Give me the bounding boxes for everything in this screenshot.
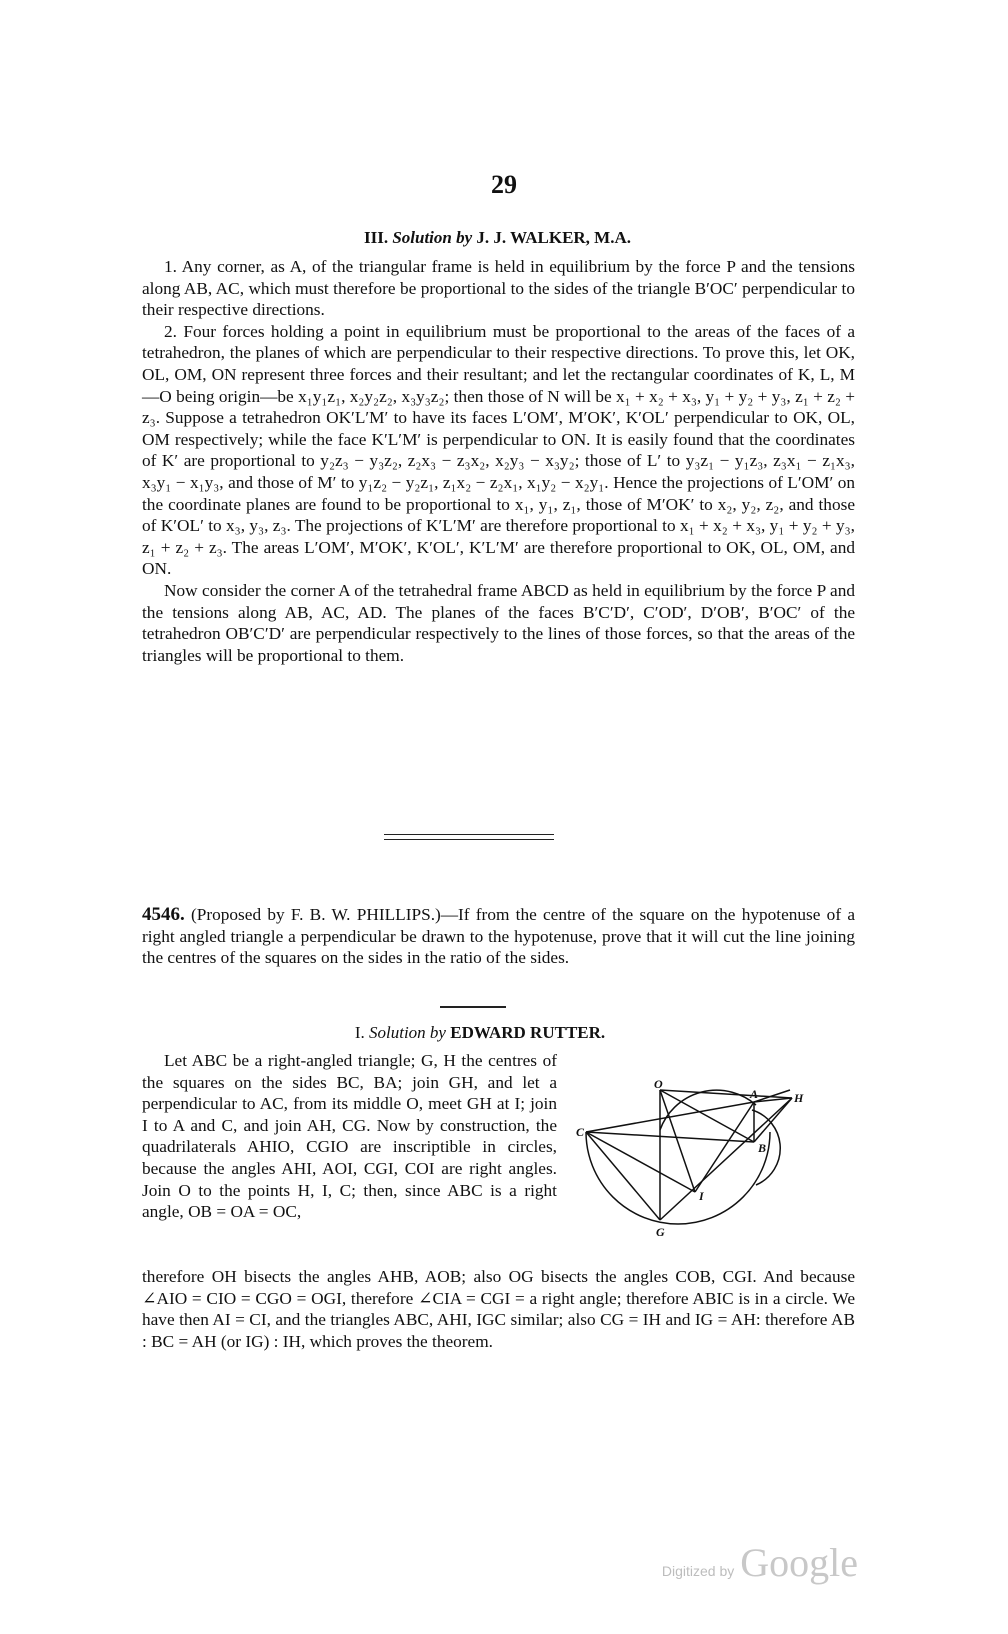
- short-divider: [440, 1006, 506, 1008]
- label-C: C: [576, 1125, 585, 1139]
- heading-author: J. J. WALKER, M.A.: [476, 228, 632, 247]
- paragraph: therefore OH bisects the angles AHB, AOB; also OG bisects the angles COB, CGI. And because ∠AIO = CIO = CGO = OGI, therefore ∠CIA = CGI = a right angle; therefore ABIC is in a circle. We have then AI = CI, and the triangles ABC, AHI, IGC similar; also CG = IH and IG = AH: therefore AB : BC = AH (or IG) : IH, which proves the theorem.: [142, 1267, 855, 1351]
- google-logo: Google: [740, 1540, 858, 1585]
- problem-number: 4546.: [142, 904, 185, 925]
- line-AI: [695, 1102, 754, 1192]
- label-O: O: [654, 1077, 663, 1091]
- watermark-prefix: Digitized by: [661, 1563, 735, 1579]
- problem-4546: [142, 904, 855, 969]
- google-watermark: [662, 1539, 858, 1586]
- walker-solution-body: [142, 256, 855, 666]
- heading-solution-label: Solution by: [392, 228, 473, 247]
- paragraph: 1. Any corner, as A, of the triangular frame is held in equilibrium by the force P and the tensions along AB, AC, which must therefore be proportional to the sides of the triangle B′OC′ perpendicular to their respective directions.: [142, 257, 855, 320]
- page-number: 29: [491, 170, 517, 199]
- line-GH: [660, 1098, 792, 1220]
- heading-prefix: III.: [363, 228, 389, 247]
- section-divider-bottom: [384, 839, 554, 840]
- section-heading-rutter: [320, 1023, 640, 1043]
- paragraph: Let ABC be a right-angled triangle; G, H the centres of the squares on the sides BC, BA; join GH, and let a perpendicular to AC, from its middle O, meet GH at I; join I to A and C, and join AH, CG. Now by construction, the quadrilaterals AHIO, CGIO are inscriptible in circles, because the angles AHI, AOI, CGI, COI are right angles. Join O to the points H, I, C; then, since ABC is a right angle, OB = OA = OC,: [142, 1051, 557, 1222]
- line-CI: [586, 1132, 695, 1192]
- section-divider-top: [384, 834, 554, 835]
- lower-arc: [586, 1132, 770, 1224]
- paragraph: Now consider the corner A of the tetrahedral frame ABCD as held in equilibrium by the force P and the tensions along AB, AC, AD. The planes of the faces B′C′D′, C′OD′, D′OB′, B′OC′ of the tetrahedron OB′C′D′ are perpendicular respectively to the lines of those forces, so that the areas of the triangles will be proportional to them.: [142, 580, 855, 665]
- heading-author: EDWARD RUTTER.: [450, 1023, 606, 1042]
- heading-solution-label: Solution by: [369, 1023, 446, 1042]
- rutter-text-beside-figure: [142, 1050, 557, 1223]
- heading-prefix: I.: [354, 1023, 365, 1042]
- label-A: A: [750, 1087, 759, 1101]
- label-H: H: [794, 1091, 804, 1105]
- paragraph: 2. Four forces holding a point in equilibrium must be proportional to the areas of the faces of a tetrahedron, the planes of which are perpendicular to their respective directions. To prove this, let OK, OL, OM, ON represent three forces and their resultant; and let the rectangular coordinates of K, L, M—O being origin—be x₁y₁z₁, x₂y₂z₂, x₃y₃z₂; then those of N will be x₁ + x₂ + x₃, y₁ + y₂ + y₃, z₁ + z₂ + z₃. Suppose a tetrahedron OK′L′M′ to have its faces L′OM′, M′OK′, K′OL′ perpendicular to OK, OL, OM respectively; while the face K′L′M′ is perpendicular to ON. It is easily found that the coordinates of K′ are proportional to y₂z₃ − y₃z₂, z₂x₃ − z₃x₂, x₂y₃ − x₃y₂; those of L′ to y₃z₁ − y₁z₃, z₃x₁ − z₁x₃, x₃y₁ − x₁y₃, and those of M′ to y₁z₂ − y₂z₁, z₁x₂ − z₂x₁, x₁y₂ − x₂y₁. Hence the projections of L′OM′ on the coordinate planes are found to be proportional to x₁, y₁, z₁, those of M′OK′ to x₂, y₂, z₂, and those of K′OL′ to x₃, y₃, z₃. The projections of K′L′M′ are therefore proportional to x₁ + x₂ + x₃, y₁ + y₂ + y₃, z₁ + z₂ + z₃. The areas L′OM′, M′OK′, K′OL′, K′L′M′ are therefore proportional to OK, OL, OM, and ON.: [142, 321, 855, 579]
- label-I: I: [699, 1189, 704, 1203]
- geometry-figure: [576, 1077, 850, 1310]
- section-heading-walker: [140, 228, 855, 248]
- line-BH: [754, 1098, 792, 1142]
- problem-statement: (Proposed by F. B. W. PHILLIPS.)—If from the centre of the square on the hypotenuse of a right angled triangle a perpendicular be drawn to the hypotenuse, prove that it will cut the line joining the centres of the squares on the sides in the ratio of the sides.: [142, 905, 855, 968]
- label-B: B: [758, 1141, 767, 1155]
- label-G: G: [656, 1225, 665, 1239]
